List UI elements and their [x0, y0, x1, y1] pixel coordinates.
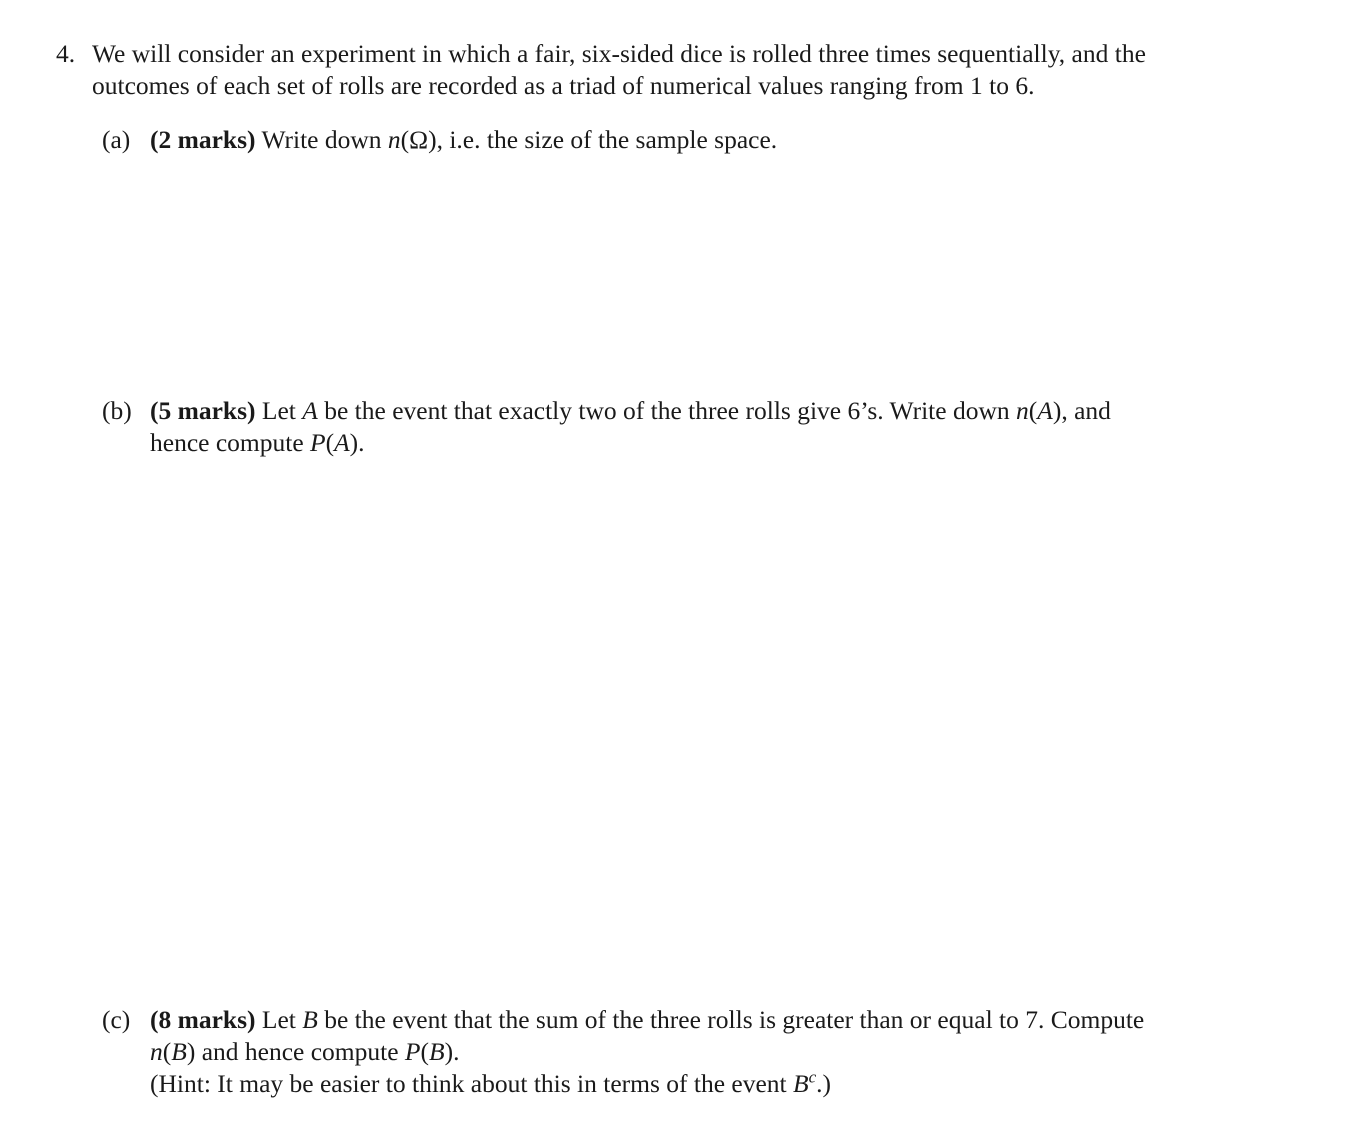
- part-b-paren-close-1: ): [1052, 396, 1062, 425]
- part-b-math-A-2: A: [1037, 396, 1053, 425]
- part-b-t4: hence compute: [150, 428, 311, 457]
- part-a-label: (a): [102, 125, 131, 154]
- part-a-math-n: n: [387, 125, 401, 154]
- part-c-math-B: B: [302, 1005, 318, 1034]
- part-c-hint-sup-c: c: [808, 1067, 817, 1087]
- part-a-marks: (2 marks): [150, 125, 256, 154]
- part-b-marks: (5 marks): [150, 396, 256, 425]
- part-c-t4: .: [453, 1037, 460, 1066]
- part-c-t1: Let: [255, 1005, 303, 1034]
- question-number: 4.: [56, 39, 76, 68]
- part-a-text: [150, 124, 1320, 156]
- part-c-math-n: n: [150, 1037, 163, 1066]
- part-b-text: [150, 395, 1320, 459]
- question-intro: [92, 38, 1320, 102]
- question-4: [56, 38, 1320, 102]
- part-b-line-1: [150, 395, 1320, 427]
- part-a-text-pre: Write down: [255, 125, 388, 154]
- part-c-marks: (8 marks): [150, 1005, 256, 1034]
- part-c-text: [150, 1004, 1320, 1100]
- part-c-math-B-2: B: [171, 1037, 187, 1066]
- part-b-t5: .: [358, 428, 365, 457]
- part-b-paren-open-2: (: [325, 428, 335, 457]
- part-b-t3: , and: [1061, 396, 1111, 425]
- part-b: [102, 395, 1320, 459]
- part-c-hint: [150, 1068, 1320, 1100]
- part-c-t2: be the event that the sum of the three rolls is greater than or equal to 7. Compute: [317, 1005, 1145, 1034]
- part-c-line-1: [150, 1004, 1320, 1036]
- part-c-line-2: [150, 1036, 1320, 1068]
- part-c-paren-open-2: (: [420, 1037, 429, 1066]
- part-c-hint-post: .): [816, 1069, 832, 1098]
- part-c-paren-open-1: (: [162, 1037, 172, 1066]
- part-c: [102, 1004, 1320, 1100]
- part-c-paren-close-2: ): [444, 1037, 454, 1066]
- part-c-math-B-3: B: [428, 1037, 445, 1066]
- part-c-label: (c): [102, 1005, 131, 1034]
- part-a-math-omega: (Ω): [400, 125, 437, 154]
- question-intro-line-1: We will consider an experiment in which a fair, six-sided dice is rolled three times sequentially, and the: [92, 39, 1146, 68]
- part-b-paren-open-1: (: [1028, 396, 1038, 425]
- part-c-hint-pre: (Hint: It may be easier to think about this in terms of the event: [150, 1069, 794, 1098]
- part-c-paren-close-1: ): [186, 1037, 196, 1066]
- part-b-math-n: n: [1015, 396, 1029, 425]
- part-b-math-P: P: [310, 428, 326, 457]
- part-b-t1: Let: [255, 396, 303, 425]
- part-b-t2: be the event that exactly two of the three rolls give 6’s. Write down: [317, 396, 1016, 425]
- part-b-label: (b): [102, 396, 132, 425]
- question-intro-line-2: outcomes of each set of rolls are recorded as a triad of numerical values ranging from 1 to 6.: [92, 71, 1035, 100]
- part-c-math-P: P: [404, 1037, 421, 1066]
- part-b-paren-close-2: ): [349, 428, 359, 457]
- part-c-t3: and hence compute: [195, 1037, 405, 1066]
- part-b-math-A: A: [302, 396, 318, 425]
- part-c-hint-math-B: B: [793, 1069, 809, 1098]
- part-b-line-2: [150, 427, 1320, 459]
- part-a-text-post: , i.e. the size of the sample space.: [436, 125, 778, 154]
- part-b-math-A-3: A: [334, 428, 350, 457]
- part-a: [102, 124, 1320, 156]
